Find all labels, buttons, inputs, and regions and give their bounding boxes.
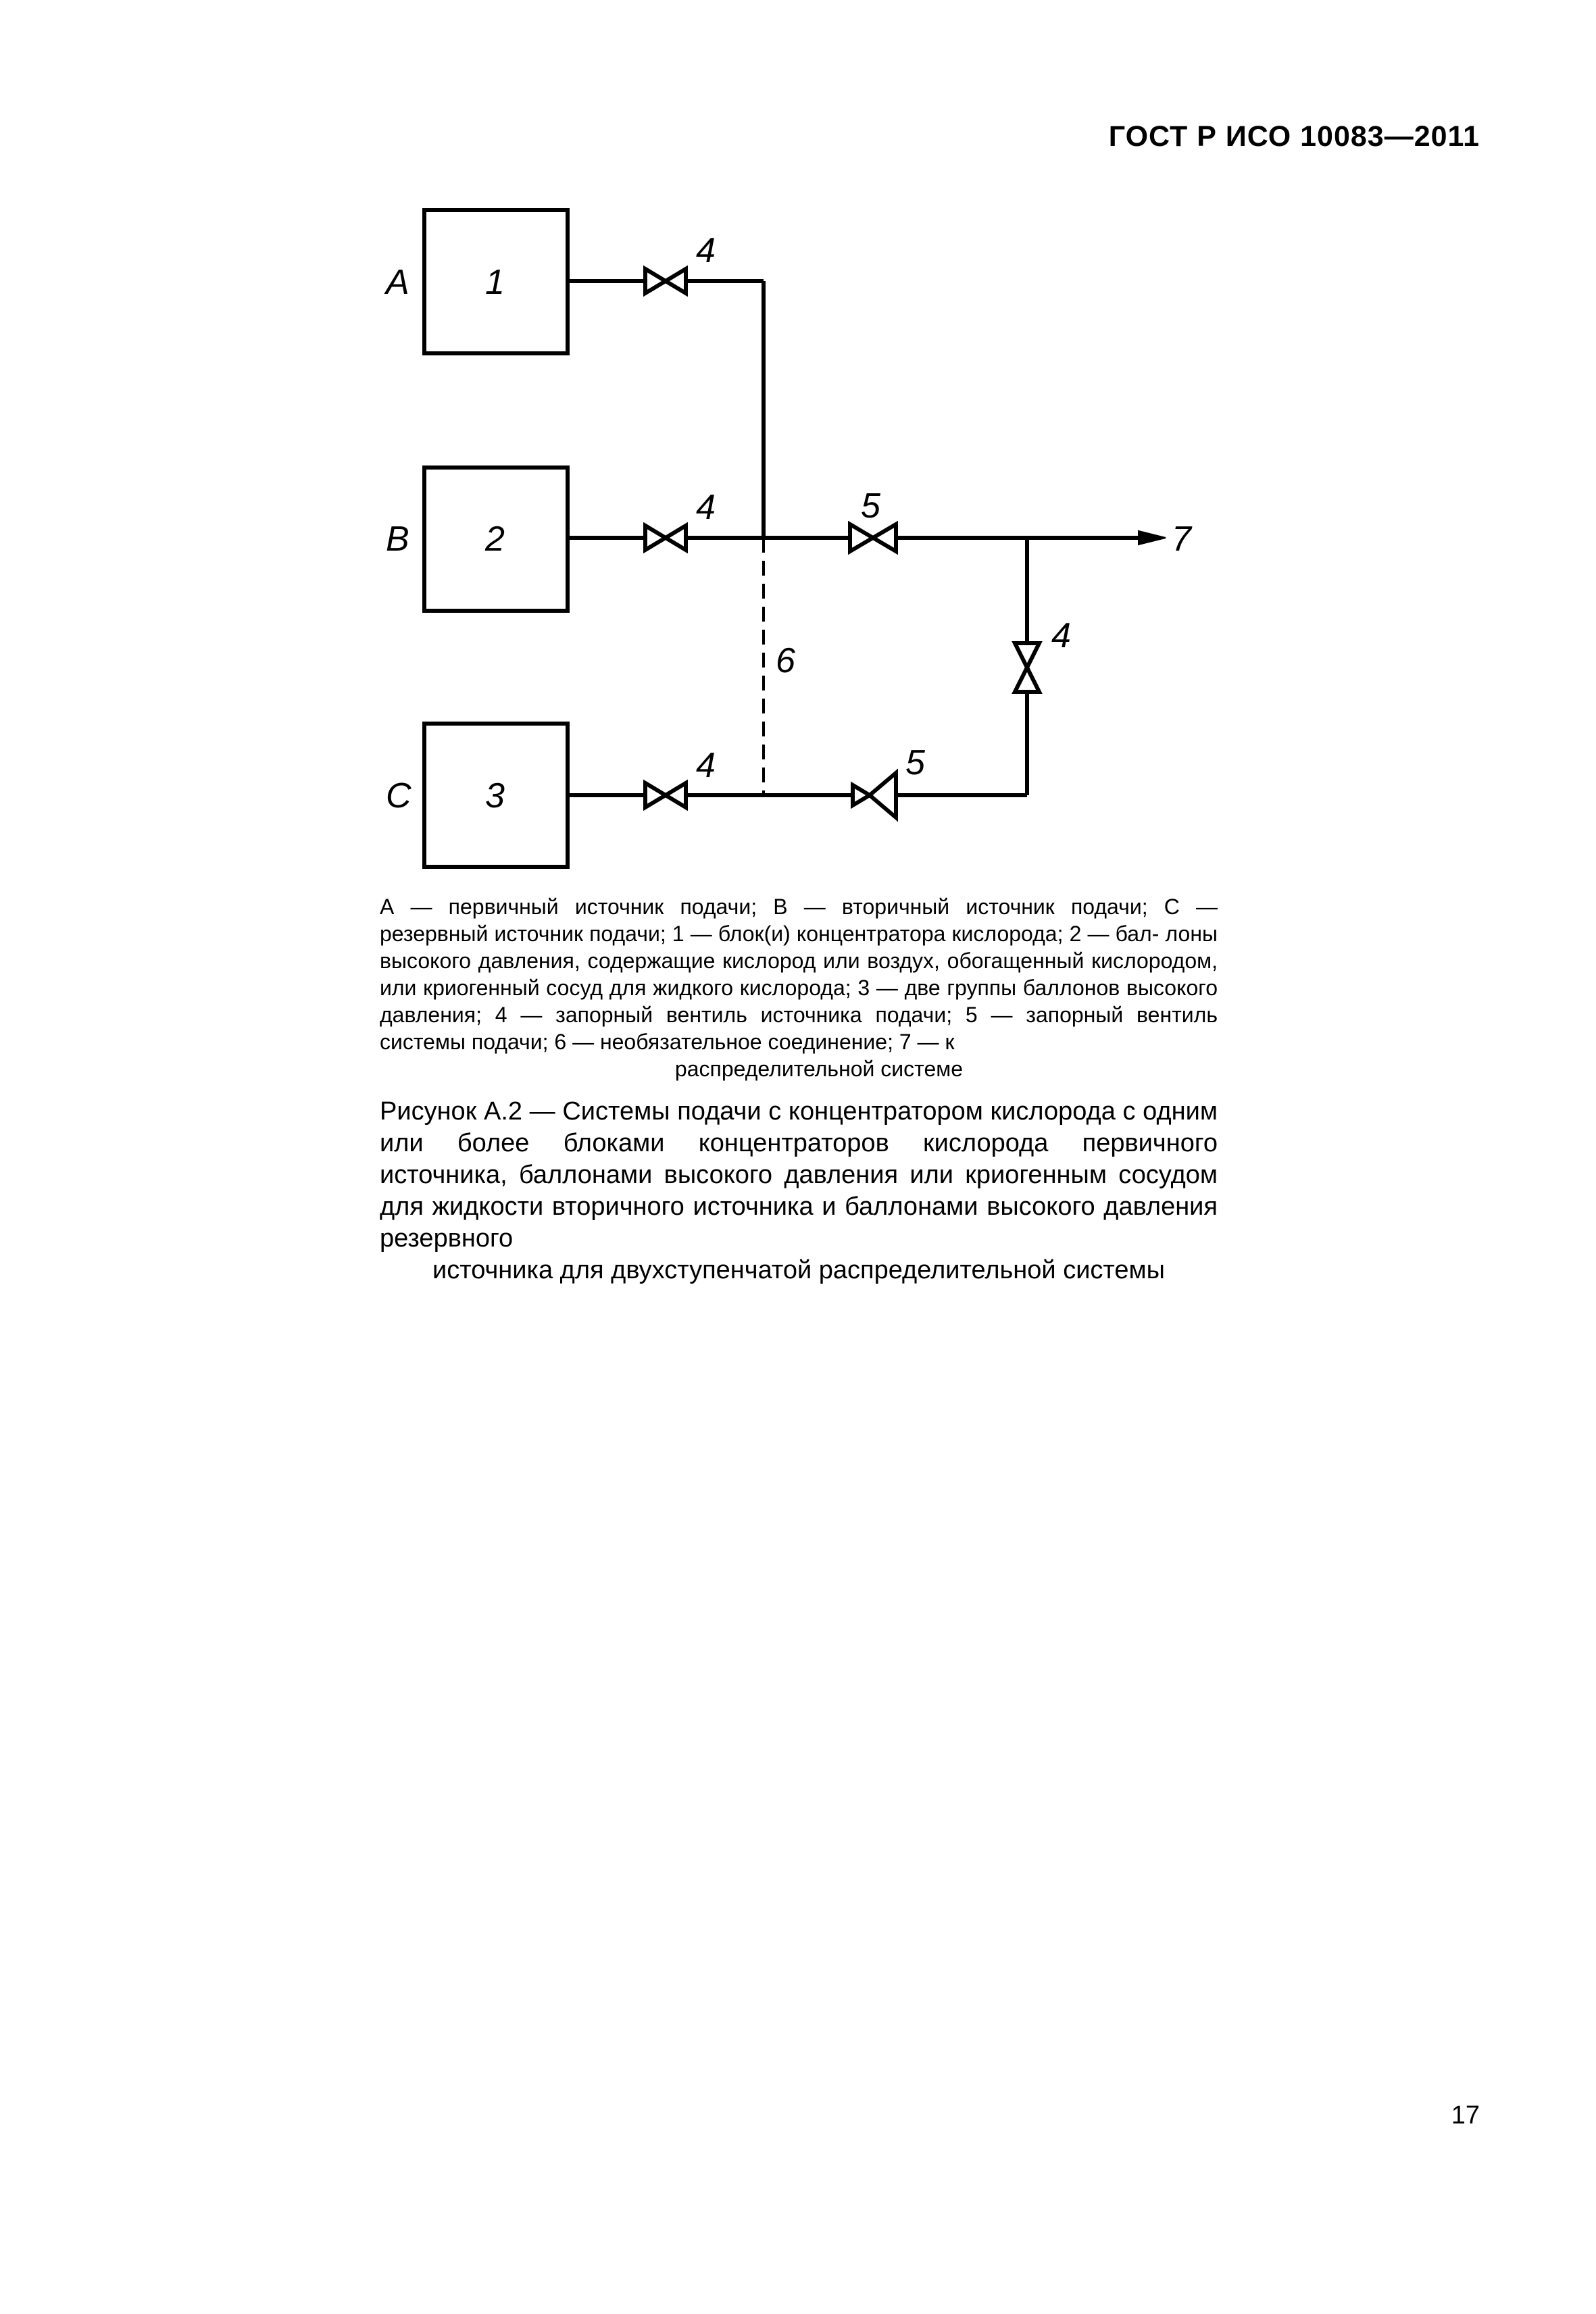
valve-label-main: 5 <box>861 486 880 526</box>
page-number: 17 <box>1451 2101 1480 2130</box>
legend-line: А — первичный источник подачи; В — вторичный источник подачи; С — <box>380 895 1218 919</box>
outlet-arrow <box>1139 531 1166 545</box>
valve-label-b: 4 <box>696 488 716 527</box>
legend-line: лоны высокого давления, содержащие кислород или воздух, обогащенный <box>380 922 1218 973</box>
figure-legend <box>380 893 1218 1082</box>
unit-label-2: 2 <box>485 520 505 559</box>
outlet-label: 7 <box>1172 520 1191 559</box>
caption-line: источника для двухступенчатой распределительной системы <box>432 1256 1165 1284</box>
caption-line: или более блоками концентраторов кислорода первичного источника, <box>380 1129 1218 1189</box>
shutoff-valve-vertical-top <box>1015 643 1039 668</box>
legend-line: распределительной системе <box>674 1057 964 1081</box>
unit-label-3: 3 <box>485 776 505 815</box>
unit-label-1: 1 <box>485 263 505 302</box>
caption-line: баллонами высокого давления или криогенным сосудом для жидкости <box>380 1161 1218 1221</box>
document-header: ГОСТ Р ИСО 10083—2011 <box>1108 120 1480 153</box>
system-valve-main-right <box>873 524 896 551</box>
caption-line: вторичного источника и баллонами высокого давления резервного <box>380 1192 1218 1253</box>
shutoff-valve-b-right <box>666 526 686 550</box>
system-valve-reserve-right <box>870 773 896 818</box>
shutoff-valve-c-right <box>666 783 686 807</box>
caption-line: Рисунок А.2 — Системы подачи с концентратором кислорода с одним <box>380 1097 1218 1126</box>
legend-line: запорный вентиль системы подачи; 6 — необязательное соединение; 7 — к <box>380 1003 1218 1054</box>
shutoff-valve-a-right <box>666 269 686 293</box>
legend-line: баллонов высокого давления; 4 — запорный вентиль источника подачи; 5 — <box>380 976 1218 1027</box>
valve-label-vertical: 4 <box>1051 616 1071 655</box>
source-label-c: C <box>386 776 412 815</box>
source-label-a: A <box>386 263 409 302</box>
optional-link-label: 6 <box>776 641 795 680</box>
source-label-b: B <box>386 520 409 559</box>
valve-label-a: 4 <box>696 231 716 270</box>
legend-line: кислородом, или криогенный сосуд для жидкого кислорода; 3 — две группы <box>380 949 1218 1000</box>
figure-caption <box>380 1096 1218 1286</box>
valve-label-c: 4 <box>696 746 716 785</box>
legend-line: резервный источник подачи; 1 — блок(и) концентратора кислорода; 2 — бал- <box>380 922 1159 946</box>
valve-label-reserve: 5 <box>905 743 925 782</box>
